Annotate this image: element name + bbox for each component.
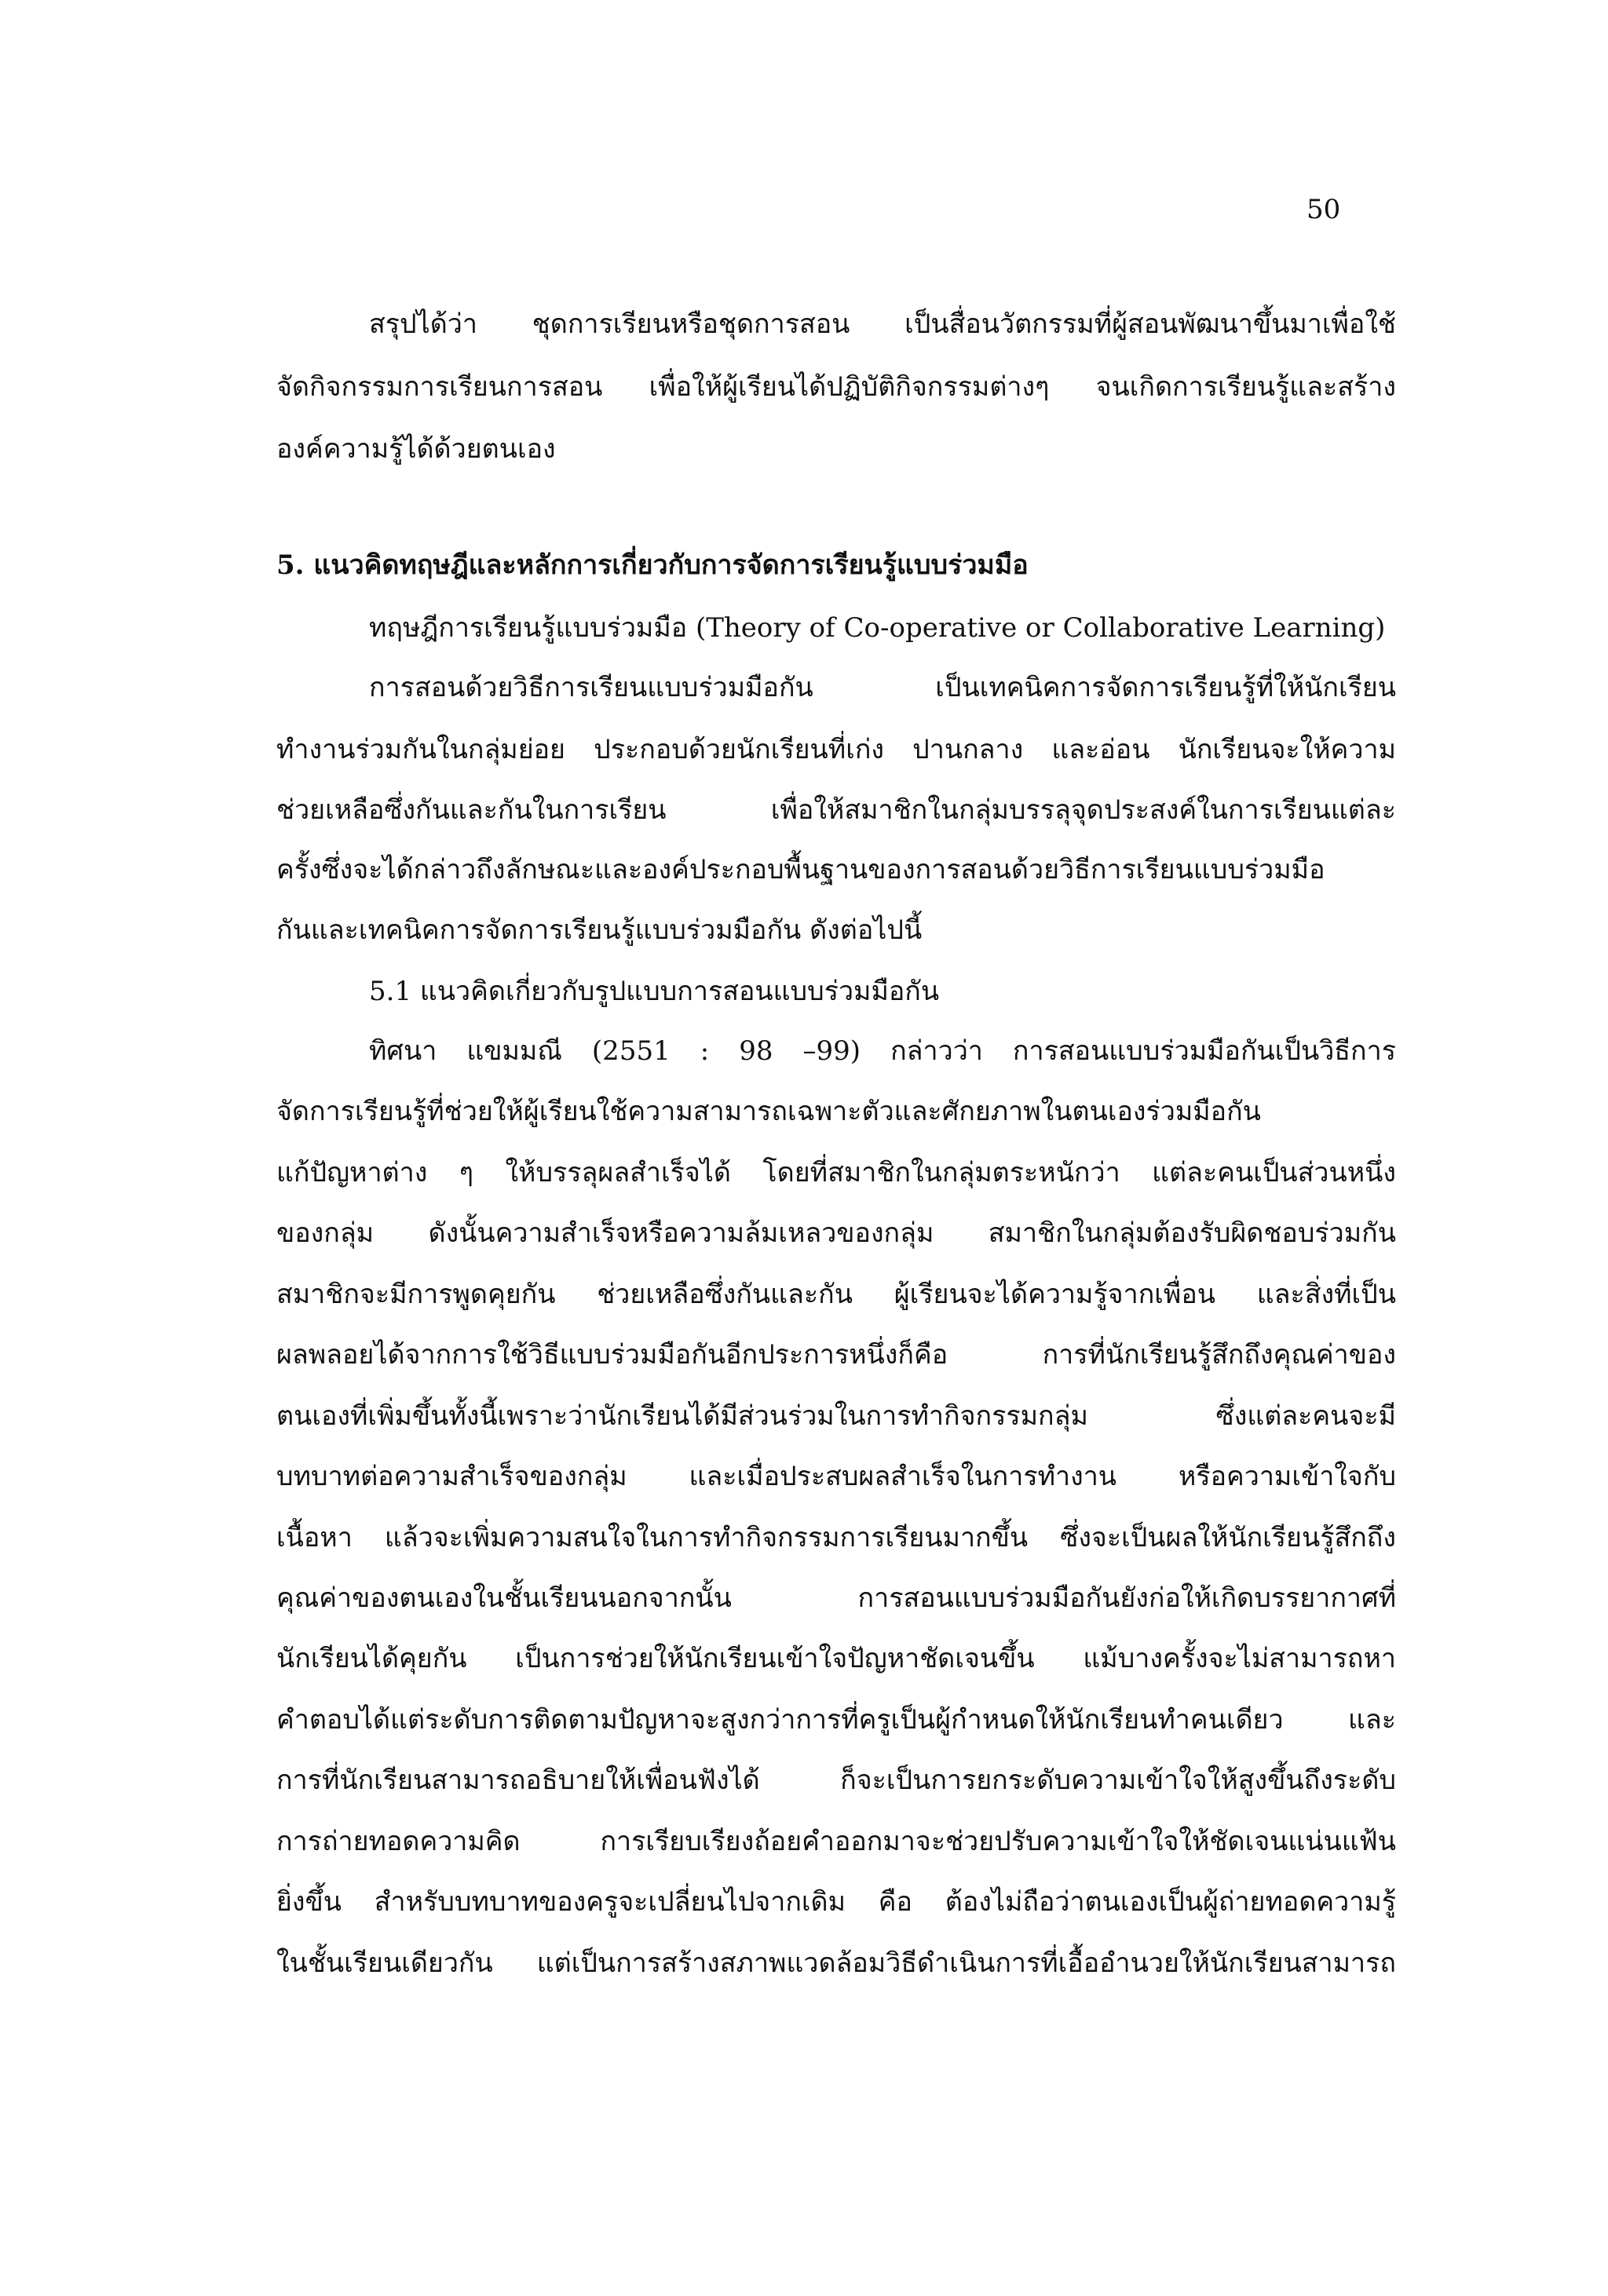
body-line-10: คุณค่าของตนเองในชั้นเรียนนอกจากนั้น การสอนแบบร่วมมือกันยังก่อให้เกิดบรรยากาศที่ xyxy=(276,1582,1396,1614)
body-line-5: สมาชิกจะมีการพูดคุยกัน ช่วยเหลือซึ่งกันและกัน ผู้เรียนจะได้ความรู้จากเพื่อน และสิ่งที่เป็น xyxy=(276,1279,1396,1310)
body-line-6: ผลพลอยได้จากการใช้วิธีแบบร่วมมือกันอีกประการหนึ่งก็คือ การที่นักเรียนรู้สึกถึงคุณค่าของ xyxy=(276,1339,1396,1371)
body-line-15: ยิ่งขึ้น สำหรับบทบาทของครูจะเปลี่ยนไปจากเดิม คือ ต้องไม่ถือว่าตนเองเป็นผู้ถ่ายทอดความรู้ xyxy=(276,1886,1396,1918)
body-line-13: การที่นักเรียนสามารถอธิบายให้เพื่อนฟังได้ ก็จะเป็นการยกระดับความเข้าใจให้สูงขึ้นถึงระดับ xyxy=(276,1765,1396,1796)
body-line-7: ตนเองที่เพิ่มขึ้นทั้งนี้เพราะว่านักเรียนได้มีส่วนร่วมในการทำกิจกรรมกลุ่ม ซึ่งแต่ละคนจะมี xyxy=(276,1400,1396,1432)
subsection-heading: 5.1 แนวคิดเกี่ยวกับรูปแบบการสอนแบบร่วมมือกัน xyxy=(369,976,940,1007)
intro-line-1: การสอนด้วยวิธีการเรียนแบบร่วมมือกัน เป็นเทคนิคการจัดการเรียนรู้ที่ให้นักเรียน xyxy=(369,672,1396,703)
summary-line-1: สรุปได้ว่า ชุดการเรียนหรือชุดการสอน เป็นสื่อนวัตกรรมที่ผู้สอนพัฒนาขึ้นมาเพื่อใช้ xyxy=(369,308,1396,340)
body-line-16: ในชั้นเรียนเดียวกัน แต่เป็นการสร้างสภาพแวดล้อมวิธีดำเนินการที่เอื้ออำนวยให้นักเรียนสามารถ xyxy=(276,1947,1396,1979)
body-line-2: จัดการเรียนรู้ที่ช่วยให้ผู้เรียนใช้ความสามารถเฉพาะตัวและศักยภาพในตนเองร่วมมือกัน xyxy=(276,1096,1261,1127)
intro-line-4: ครั้งซึ่งจะได้กล่าวถึงลักษณะและองค์ประกอบพื้นฐานของการสอนด้วยวิธีการเรียนแบบร่วมมือ xyxy=(276,854,1325,885)
body-line-9: เนื้อหา แล้วจะเพิ่มความสนใจในการทำกิจกรรมการเรียนมากขึ้น ซึ่งจะเป็นผลให้นักเรียนรู้สึกถึง xyxy=(276,1522,1396,1553)
body-line-3: แก้ปัญหาต่าง ๆ ให้บรรลุผลสำเร็จได้ โดยที่สมาชิกในกลุ่มตระหนักว่า แต่ละคนเป็นส่วนหนึ่ง xyxy=(276,1157,1396,1188)
body-line-1: ทิศนา แขมมณี (2551 : 98 –99) กล่าวว่า การสอนแบบร่วมมือกันเป็นวิธีการ xyxy=(369,1035,1396,1067)
body-line-4: ของกลุ่ม ดังนั้นความสำเร็จหรือความล้มเหลวของกลุ่ม สมาชิกในกลุ่มต้องรับผิดชอบร่วมกัน xyxy=(276,1217,1396,1249)
body-line-14: การถ่ายทอดความคิด การเรียบเรียงถ้อยคำออกมาจะช่วยปรับความเข้าใจให้ชัดเจนแน่นแฟ้น xyxy=(276,1826,1396,1857)
intro-line-3: ช่วยเหลือซึ่งกันและกันในการเรียน เพื่อให้สมาชิกในกลุ่มบรรลุจุดประสงค์ในการเรียนแต่ละ xyxy=(276,794,1396,826)
body-line-8: บทบาทต่อความสำเร็จของกลุ่ม และเมื่อประสบผลสำเร็จในการทำงาน หรือความเข้าใจกับ xyxy=(276,1461,1396,1492)
section-heading: 5. แนวคิดทฤษฎีและหลักการเกี่ยวกับการจัดการเรียนรู้แบบร่วมมือ xyxy=(276,549,1029,581)
intro-line-5: กันและเทคนิคการจัดการเรียนรู้แบบร่วมมือกัน ดังต่อไปนี้ xyxy=(276,914,923,946)
summary-line-2: จัดกิจกรรมการเรียนการสอน เพื่อให้ผู้เรียนได้ปฏิบัติกิจกรรมต่างๆ จนเกิดการเรียนรู้และสร้าง xyxy=(276,371,1396,403)
theory-line: ทฤษฎีการเรียนรู้แบบร่วมมือ (Theory of Co-operative or Collaborative Learning) xyxy=(369,612,1386,644)
intro-line-2: ทำงานร่วมกันในกลุ่มย่อย ประกอบด้วยนักเรียนที่เก่ง ปานกลาง และอ่อน นักเรียนจะให้ความ xyxy=(276,734,1396,765)
body-line-12: คำตอบได้แต่ระดับการติดตามปัญหาจะสูงกว่าการที่ครูเป็นผู้กำหนดให้นักเรียนทำคนเดียว และ xyxy=(276,1704,1396,1736)
summary-line-3: องค์ความรู้ได้ด้วยตนเอง xyxy=(276,433,556,465)
page-number: 50 xyxy=(1306,194,1341,225)
body-line-11: นักเรียนได้คุยกัน เป็นการช่วยให้นักเรียนเข้าใจปัญหาชัดเจนขึ้น แม้บางครั้งจะไม่สามารถหา xyxy=(276,1643,1396,1674)
